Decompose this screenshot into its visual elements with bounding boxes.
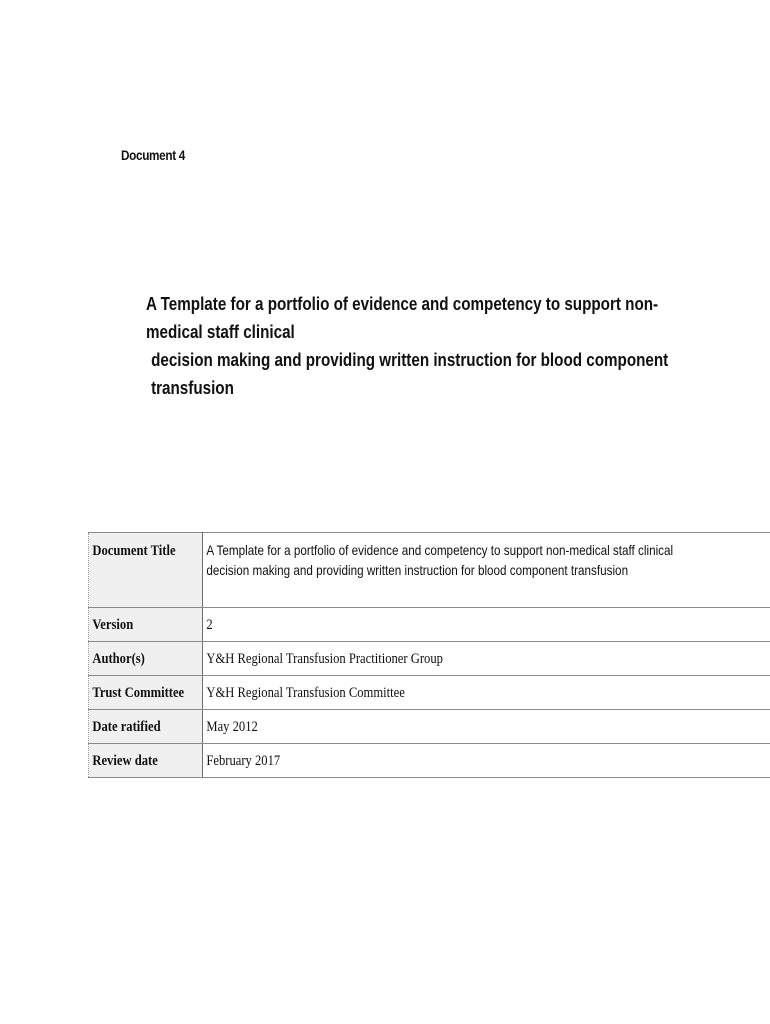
date-ratified-label-cell	[89, 710, 203, 744]
review-date-value-cell	[203, 744, 770, 778]
trust-committee-value: Y&H Regional Transfusion Committee	[206, 685, 406, 701]
table-row-date-ratified	[89, 710, 770, 744]
trust-committee-value-cell	[203, 676, 770, 710]
version-label: Version	[92, 617, 134, 633]
review-date-label: Review date	[92, 753, 158, 769]
review-date-label-cell	[89, 744, 203, 778]
main-title-line-2: decision making and providing written instruction for blood component transfusion	[151, 350, 669, 398]
review-date-value: February 2017	[206, 753, 281, 769]
table-row-version	[89, 608, 770, 642]
version-value: 2	[206, 617, 213, 633]
date-ratified-value: May 2012	[206, 719, 259, 735]
document-main-title	[146, 290, 704, 402]
table-row-document-title	[89, 533, 770, 608]
document-title-value-cell	[203, 533, 770, 608]
document-title-label: Document Title	[92, 543, 176, 559]
main-title-line-1: A Template for a portfolio of evidence and competency to support non-medical staff clinical	[146, 294, 659, 342]
version-value-cell	[203, 608, 770, 642]
date-ratified-label: Date ratified	[92, 719, 161, 735]
table-row-trust-committee	[89, 676, 770, 710]
table-row-authors	[89, 642, 770, 676]
trust-committee-label: Trust Committee	[92, 685, 185, 701]
authors-value: Y&H Regional Transfusion Practitioner Group	[206, 651, 444, 667]
document-number-label: Document 4	[121, 147, 185, 163]
authors-label: Author(s)	[92, 651, 145, 667]
trust-committee-label-cell	[89, 676, 203, 710]
authors-value-cell	[203, 642, 770, 676]
document-metadata-table	[88, 532, 770, 778]
authors-label-cell	[89, 642, 203, 676]
document-title-label-cell	[89, 533, 203, 608]
document-title-value: A Template for a portfolio of evidence and competency to support non-medical staff clinical decision making and providing written instruction for blood component transfusion	[206, 542, 674, 578]
date-ratified-value-cell	[203, 710, 770, 744]
table-row-review-date	[89, 744, 770, 778]
version-label-cell	[89, 608, 203, 642]
